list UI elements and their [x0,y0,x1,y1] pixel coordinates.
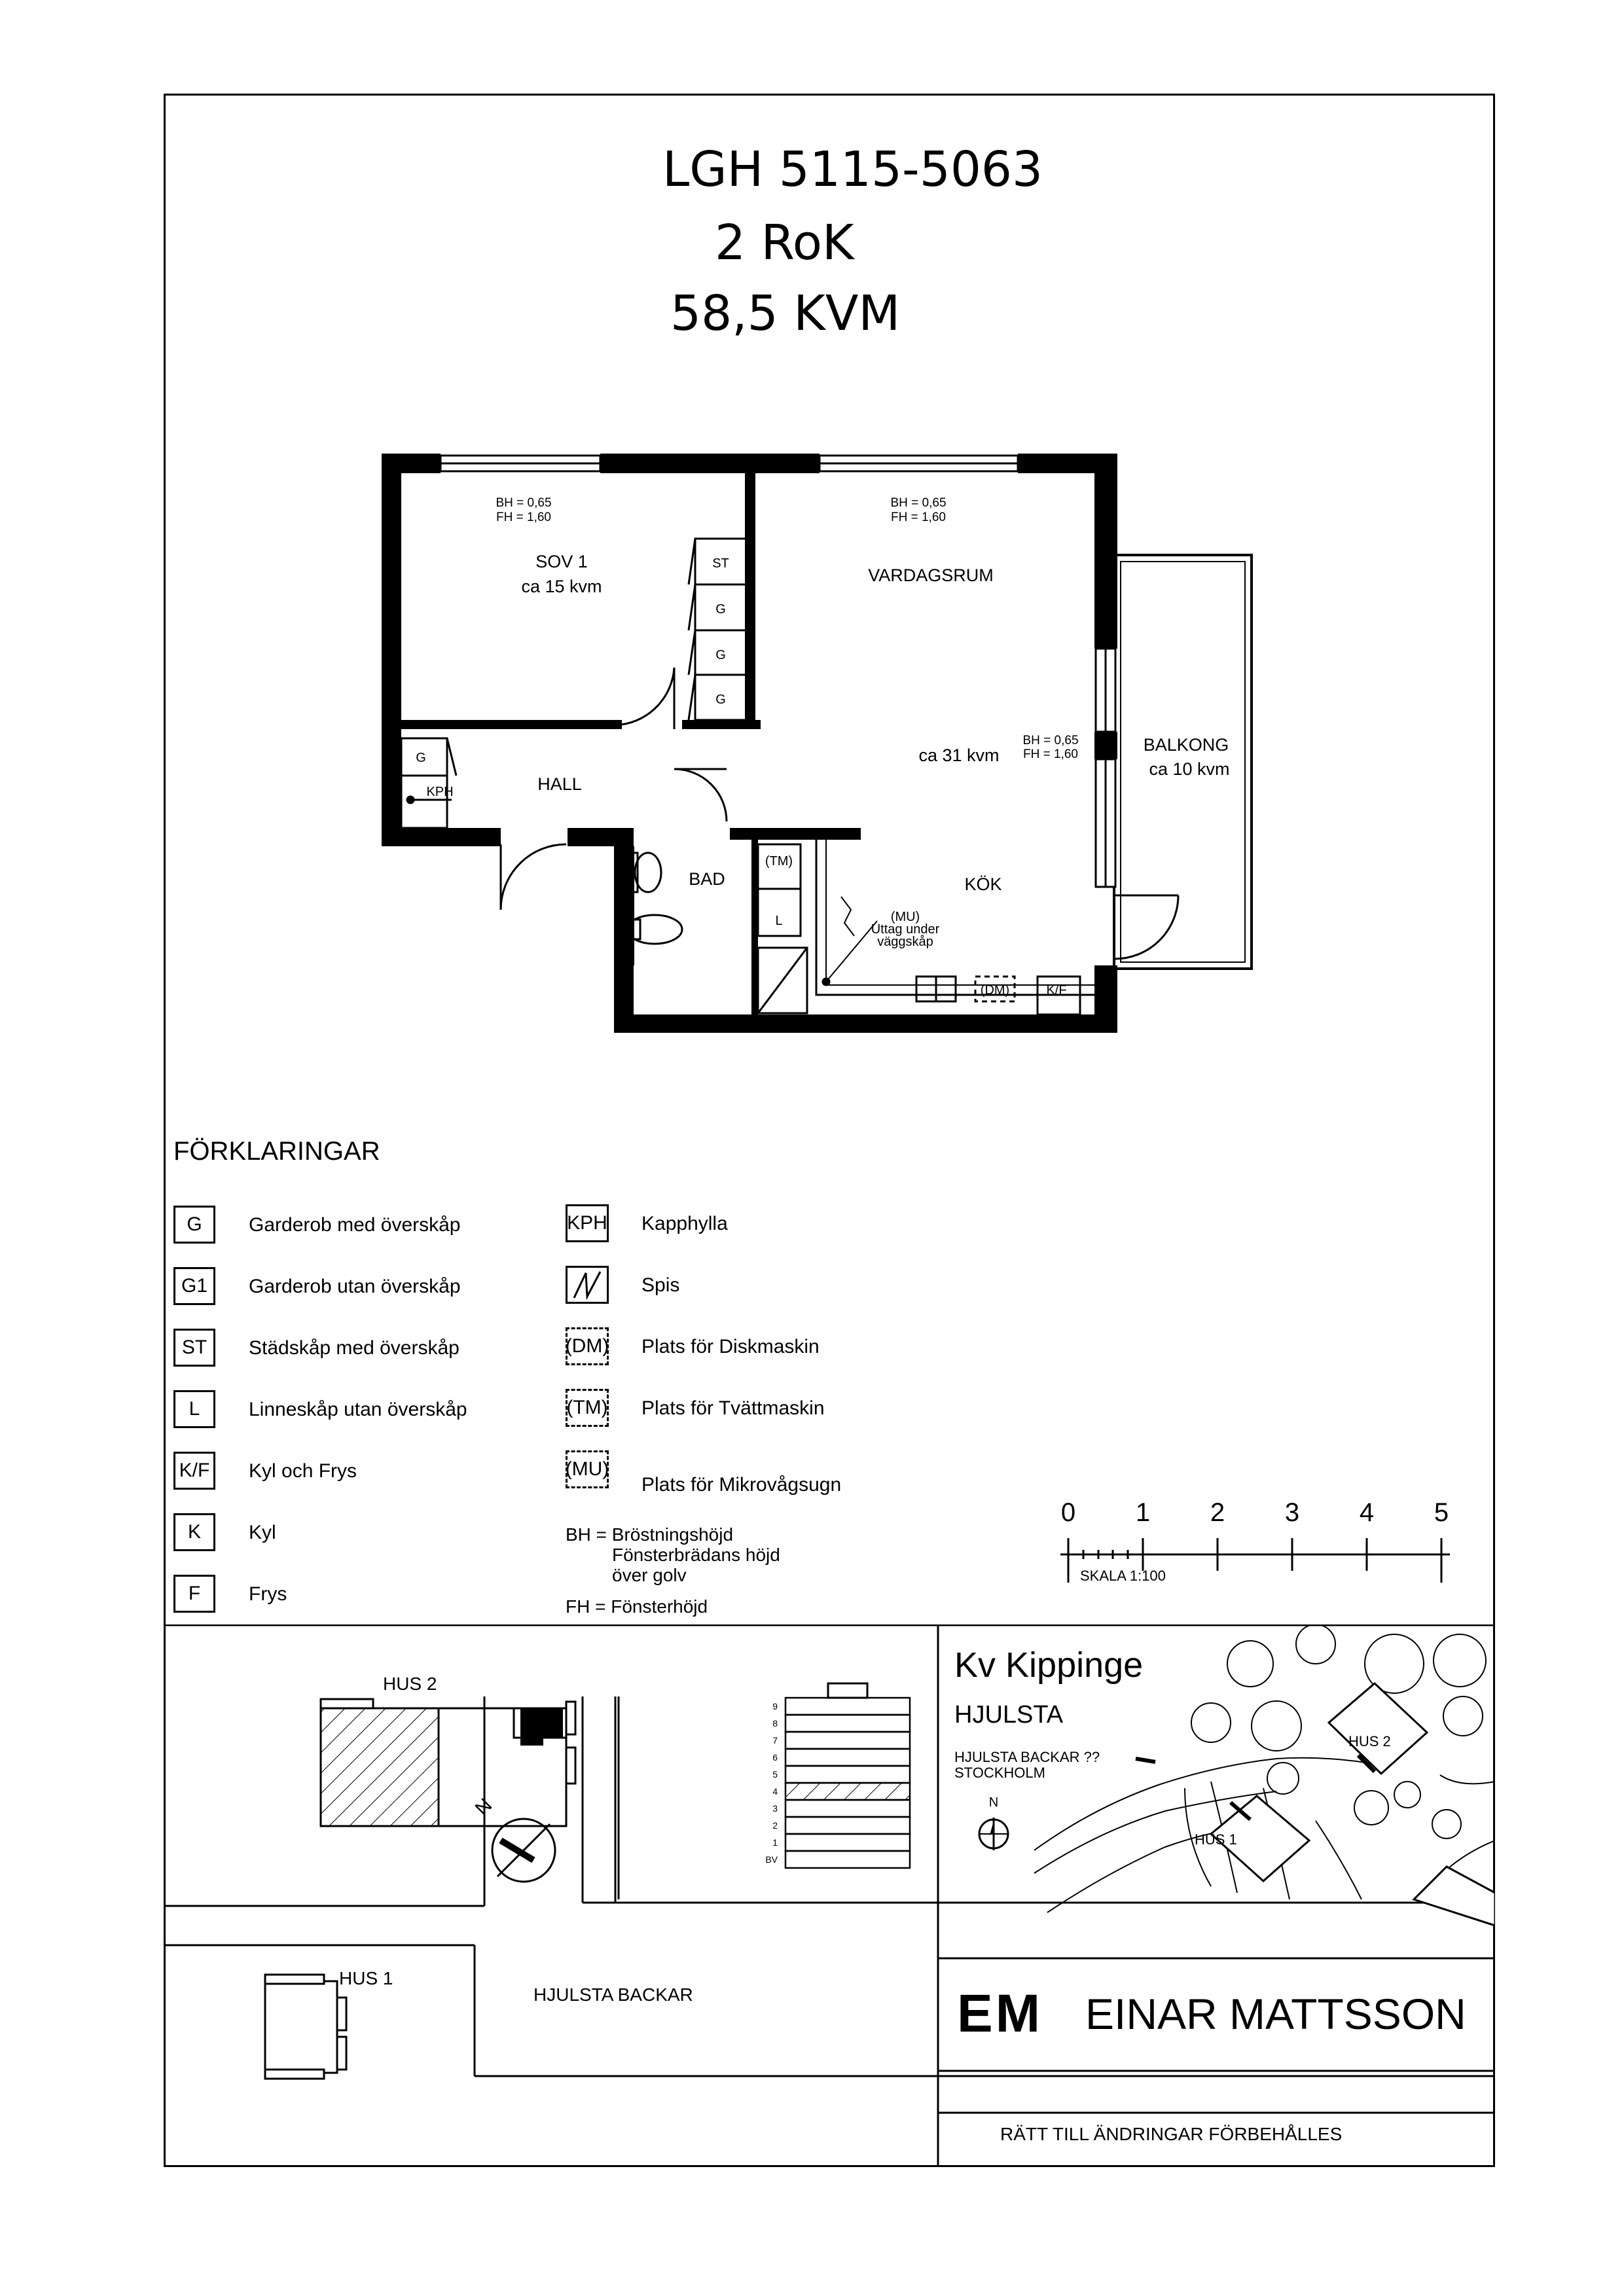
project-info [954,1624,1495,1926]
fixture-mu-note-1: Uttag under [871,922,940,937]
fixture-kph: KPH [426,785,454,799]
company-logo-mark: EM [957,1984,1043,2043]
floor-label-bv: BV [765,1854,778,1865]
legend-text-l: Linneskåp utan överskåp [249,1399,467,1420]
legend-bh-line1: BH = Bröstningshöjd [566,1524,734,1545]
legend-text-kf: Kyl och Frys [249,1460,357,1482]
sov-window-bh: BH = 0,65 [496,496,552,510]
floor-label-2: 2 [772,1820,778,1831]
vardag-window-fh: FH = 1,60 [891,511,946,524]
fixture-l: L [775,914,783,928]
legend-text-kph: Kapphylla [641,1213,728,1234]
keyplan-north: N [471,1794,497,1820]
project-address-2: STOCKHOLM [954,1765,1045,1781]
legend-code-kf: K/F [173,1452,215,1490]
floor-label-6: 6 [772,1752,778,1763]
legend-heading: FÖRKLARINGAR [173,1137,380,1166]
disclaimer: RÄTT TILL ÄNDRINGAR FÖRBEHÅLLES [1000,2124,1343,2144]
legend-bh-line2: Fönsterbrädans höjd [612,1545,780,1565]
scale-label: SKALA 1:100 [1080,1568,1166,1584]
doors [501,668,1178,959]
scale-tick-1: 1 [1135,1498,1151,1527]
room-balkong-area: ca 10 kvm [1149,759,1230,779]
keyplan-hus1: HUS 1 [339,1968,393,1988]
legend-text-k: Kyl [249,1522,276,1543]
room-hall-name: HALL [537,774,582,794]
room-count: 2 RoK [715,215,854,271]
floor-label-4: 4 [772,1786,778,1797]
room-bad-name: BAD [689,869,725,889]
fixture-mu-note-2: väggskåp [877,935,933,949]
keyplan-street: HJULSTA BACKAR [533,1984,693,2005]
bath-kitchen-fixtures [627,840,1094,1014]
room-vardagsrum-area: ca 31 kvm [918,745,1000,765]
fixture-tm: (TM) [765,854,793,869]
company-name: EINAR MATTSSON [1085,1990,1466,2038]
legend-code-f: F [173,1575,215,1613]
site-map-north: N [988,1795,999,1810]
exterior-walls [382,454,1117,1033]
legend-text-g1: Garderob utan överskåp [249,1276,461,1297]
fixture-g-3: G [715,692,726,707]
legend-code-k: K [173,1513,215,1551]
vardag-window-bh: BH = 0,65 [890,496,947,510]
sov-window-fh: FH = 1,60 [496,511,551,524]
scale-tick-4: 4 [1359,1498,1375,1527]
legend-code-st: ST [173,1329,215,1367]
apartment-id: LGH 5115-5063 [662,141,1043,198]
project-area: HJULSTA [954,1701,1064,1729]
north-arrow-icon [979,1818,1008,1850]
legend-code-g1: G1 [173,1267,215,1305]
side-window-bh: BH = 0,65 [1022,734,1079,747]
site-map-hus1: HUS 1 [1195,1831,1237,1848]
fixture-dm: (DM) [980,983,1010,997]
legend-code-tm: (TM) [566,1389,609,1427]
room-balkong-name: BALKONG [1143,735,1229,755]
scale-tick-2: 2 [1210,1498,1225,1527]
fixture-g-2: G [715,648,726,662]
legend-text-dm: Plats för Diskmaskin [641,1336,820,1357]
room-sov-area: ca 15 kvm [521,577,602,596]
keyplan-hus2: HUS 2 [383,1674,437,1694]
legend-code-dm: (DM) [566,1327,609,1365]
apartment-area: 58,5 KVM [670,285,901,342]
fixture-g-hall: G [416,751,426,765]
floor-label-3: 3 [772,1803,778,1814]
floor-label-5: 5 [772,1769,778,1780]
legend-code-mu: (MU) [566,1450,609,1488]
floor-label-8: 8 [772,1718,778,1729]
room-vardagsrum-name: VARDAGSRUM [868,565,994,585]
project-name: Kv Kippinge [954,1645,1144,1685]
scale-tick-5: 5 [1434,1498,1449,1527]
legend-text-st: Städskåp med överskåp [249,1337,460,1359]
fixture-kf: K/F [1046,983,1067,997]
legend-text-spis: Spis [641,1274,680,1296]
legend-text-f: Frys [249,1583,287,1605]
room-sov-name: SOV 1 [535,552,588,571]
fixture-g-1: G [715,602,726,617]
legend-code-kph: KPH [566,1204,609,1242]
floor-label-9: 9 [772,1701,778,1712]
floor-label-1: 1 [772,1837,778,1848]
fixture-mu: (MU) [890,910,920,924]
scale-tick-3: 3 [1284,1498,1300,1527]
spis-icon [566,1266,609,1304]
legend-code-l: L [173,1390,215,1428]
legend-text-mu: Plats för Mikrovågsugn [641,1474,842,1496]
fixture-st: ST [712,556,729,571]
legend-bh-line3: över golv [612,1565,687,1585]
side-window-fh: FH = 1,60 [1023,747,1078,761]
legend-text-g: Garderob med överskåp [249,1214,461,1236]
legend-text-tm: Plats för Tvättmaskin [641,1397,825,1419]
site-map-hus2: HUS 2 [1348,1733,1391,1749]
legend-fh-line: FH = Fönsterhöjd [566,1596,708,1617]
floor-label-7: 7 [772,1735,778,1746]
project-address-1: HJULSTA BACKAR ?? [954,1749,1100,1765]
floor-plan [0,0,1624,1113]
legend-code-g: G [173,1206,215,1244]
bottom-panel [164,1624,1495,2167]
scale-tick-0: 0 [1060,1498,1076,1527]
scale-bar [1034,1492,1466,1597]
room-kok-name: KÖK [964,874,1002,894]
